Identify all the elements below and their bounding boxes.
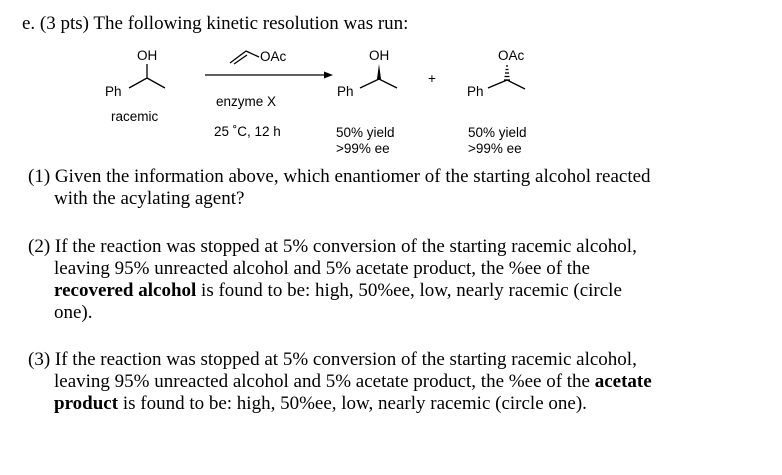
question-3-line-3 [28,393,748,415]
acetate-yield: 50% yield [468,125,527,140]
alcohol-ee: >99% ee [336,141,390,156]
alcohol-yield: 50% yield [336,125,395,140]
acetate-emphasis: acetate [594,371,652,392]
acetate-ph-label: Ph [467,84,484,99]
reactant-bond-ph [129,78,147,88]
acetate-ee: >99% ee [468,141,522,156]
reactant-structure [105,48,165,124]
catalyst-label: enzyme X [216,94,277,109]
question-2 [28,236,748,324]
acetate-hashed-bond [504,66,510,80]
question-2-line-3 [28,280,748,302]
alcohol-ph-label: Ph [337,84,354,99]
reaction-arrow-head [324,72,333,79]
product-acetate-structure [467,48,527,156]
reactant-oh-label: OH [137,48,158,63]
question-1 [28,166,748,210]
acetate-oac-label: OAc [498,48,525,63]
vinyl-double-bond-inner [234,55,247,64]
product-emphasis: product [54,393,119,414]
reaction-arrow [205,72,333,79]
question-2-line-4: one). [54,302,93,323]
plus-sign: + [428,71,436,86]
reagent-vinyl-acetate [230,49,287,64]
reactant-ph-label: Ph [105,84,122,99]
question-3-line-2-start: leaving 95% unreacted alcohol and 5% acetate product, the %ee of the [54,371,595,392]
question-3-line-2 [28,371,748,393]
alcohol-bond-me [379,79,397,88]
acetate-bond-ph [488,80,507,88]
vinyl-single-bond [246,51,259,57]
alcohol-oh-label: OH [369,48,390,63]
question-1-line-2: with the acylating agent? [54,188,245,209]
question-3-line-1: (3) If the reaction was stopped at 5% conversion of the starting racemic alcohol, [28,349,637,370]
question-2-line-2: leaving 95% unreacted alcohol and 5% acetate product, the %ee of the [54,258,590,279]
product-alcohol-structure [336,48,397,156]
reactant-note: racemic [111,109,159,124]
alcohol-bond-ph [360,79,379,88]
problem-header: e. (3 pts) The following kinetic resolution was run: [22,13,409,34]
acetate-bond-me [507,80,525,89]
question-1-line-1: (1) Given the information above, which enantiomer of the starting alcohol reacted [28,166,651,187]
alcohol-wedge-bond [377,64,381,79]
conditions-label: 25 ˚C, 12 h [214,124,281,139]
question-3-line-3-rest: is found to be: high, 50%ee, low, nearly racemic (circle one). [118,393,587,414]
recovered-alcohol-emphasis: recovered alcohol [54,280,197,301]
vinyl-oac-label: OAc [260,49,287,64]
reactant-bond-me [147,78,165,88]
question-2-line-3-rest: is found to be: high, 50%ee, low, nearly racemic (circle [196,280,622,301]
question-2-line-1: (2) If the reaction was stopped at 5% conversion of the starting racemic alcohol, [28,236,637,257]
question-3 [28,349,748,415]
